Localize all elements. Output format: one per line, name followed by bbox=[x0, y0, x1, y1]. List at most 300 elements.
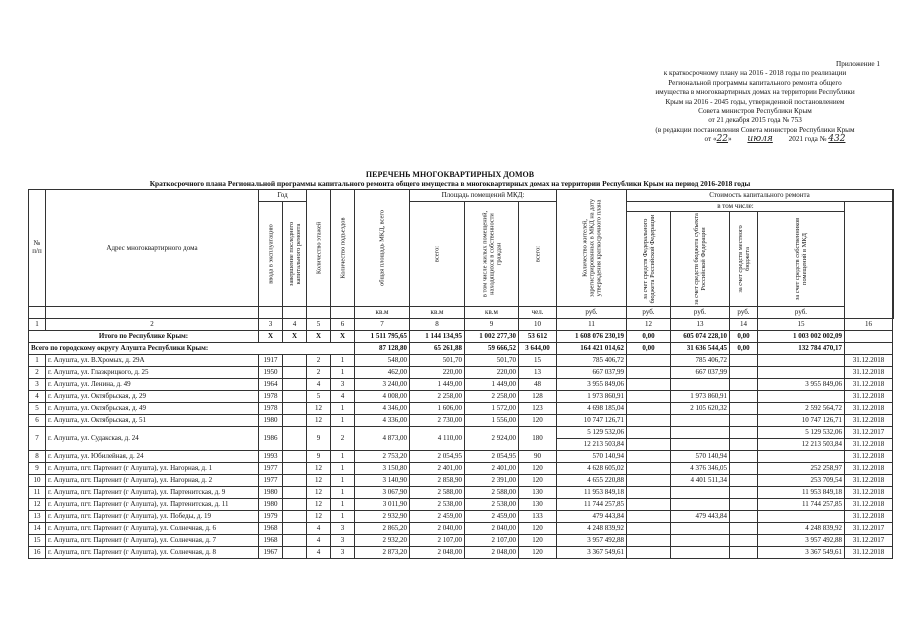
cell-n: 2 bbox=[29, 367, 46, 379]
appendix-note bbox=[620, 60, 890, 145]
cell-y2 bbox=[283, 535, 307, 547]
unit-cell: кв.м bbox=[410, 307, 465, 319]
cell-n: 10 bbox=[29, 475, 46, 487]
cell-prem: 1 606,00 bbox=[410, 403, 465, 415]
cell-fed bbox=[627, 487, 671, 499]
cell-prem: 501,70 bbox=[410, 355, 465, 367]
cell-total: 3 067,90 bbox=[355, 487, 410, 499]
cell-reg: 1 973 860,91 bbox=[671, 391, 730, 403]
cell-total: 2 932,20 bbox=[355, 535, 410, 547]
cell-n: 8 bbox=[29, 451, 46, 463]
cell-own: 4 248 839,92 bbox=[758, 523, 845, 535]
cell-prem: 2 858,90 bbox=[410, 475, 465, 487]
cell-date: 31.12.2018 bbox=[845, 463, 893, 475]
cell-n: 14 bbox=[29, 523, 46, 535]
cell-fed bbox=[627, 547, 671, 559]
cell-loc bbox=[730, 547, 758, 559]
cell-loc bbox=[730, 451, 758, 463]
cell-n: 12 bbox=[29, 499, 46, 511]
cell-date: 31.12.2018 bbox=[845, 391, 893, 403]
cell-own: 11 953 849,18 bbox=[758, 487, 845, 499]
appendix-line: имущества в многоквартирных домах на территории Республики bbox=[655, 88, 855, 97]
document-title: ПЕРЕЧЕНЬ МНОГОКВАРТИРНЫХ ДОМОВ bbox=[365, 170, 535, 179]
table-row bbox=[29, 415, 894, 427]
table-row bbox=[29, 403, 894, 415]
cell-loc bbox=[730, 391, 758, 403]
cell-loc bbox=[730, 487, 758, 499]
cell-people: 120 bbox=[519, 475, 557, 487]
cell-ent: 1 bbox=[331, 511, 355, 523]
cell-ent: 1 bbox=[331, 463, 355, 475]
cell-cost: 3 955 849,06 bbox=[557, 379, 627, 391]
cell-fed bbox=[627, 415, 671, 427]
cell-fed bbox=[627, 523, 671, 535]
houses-table bbox=[28, 189, 894, 559]
table-row bbox=[29, 451, 894, 463]
cell-floors: 4 bbox=[307, 547, 331, 559]
address-cell: г. Алушта, ул. Юбилейная, д. 24 bbox=[46, 451, 259, 463]
cell-people: 120 bbox=[519, 547, 557, 559]
cell-res: 2 391,00 bbox=[465, 475, 519, 487]
cell-own: 10 747 126,71 bbox=[758, 415, 845, 427]
cell-prem: 2 730,00 bbox=[410, 415, 465, 427]
cell-date: 31.12.2018 bbox=[845, 415, 893, 427]
cell-res: 2 401,00 bbox=[465, 463, 519, 475]
header-year-commission: ввода в эксплуатацию bbox=[259, 202, 283, 307]
table-row bbox=[29, 475, 894, 487]
appendix-line: Совета министров Республики Крым bbox=[698, 107, 812, 116]
cell-people: 133 bbox=[519, 511, 557, 523]
cell-fed bbox=[627, 379, 671, 391]
cell-loc bbox=[730, 355, 758, 367]
cell-y2 bbox=[283, 379, 307, 391]
cell-floors: 2 bbox=[307, 367, 331, 379]
cell-floors: 4 bbox=[307, 535, 331, 547]
address-cell: г. Алушта, ул. Октябрьская, д. 49 bbox=[46, 403, 259, 415]
cell-total: 3 240,00 bbox=[355, 379, 410, 391]
cell-prem: 2 258,00 bbox=[410, 391, 465, 403]
cell-ent: 3 bbox=[331, 523, 355, 535]
cell-prem: 2 401,00 bbox=[410, 463, 465, 475]
address-cell: г. Алушта, ул. Октябрьская, д. 29 bbox=[46, 391, 259, 403]
col-number: 1 bbox=[29, 319, 46, 331]
cell-floors: 2 bbox=[307, 355, 331, 367]
cell-own: 2 592 564,72 bbox=[758, 403, 845, 415]
table-row bbox=[29, 355, 894, 367]
cell-floors: 12 bbox=[307, 463, 331, 475]
cell-total: 4 336,00 bbox=[355, 415, 410, 427]
col-number: 9 bbox=[465, 319, 519, 331]
cell-ent: 1 bbox=[331, 355, 355, 367]
cell-y1: 1978 bbox=[259, 391, 283, 403]
cell-res: 2 048,00 bbox=[465, 547, 519, 559]
cell-floors: 12 bbox=[307, 499, 331, 511]
cell-reg bbox=[671, 379, 730, 391]
cell-reg: 570 140,94 bbox=[671, 451, 730, 463]
cell-own: 11 744 257,85 bbox=[758, 499, 845, 511]
unit-cell: кв.м bbox=[355, 307, 410, 319]
col-number: 2 bbox=[46, 319, 259, 331]
header-cost-federal: за счет средств Федерального бюджета Российской Федерации bbox=[627, 212, 671, 307]
header-address: Адрес многоквартирного дома bbox=[46, 190, 259, 307]
cell-res: 2 054,95 bbox=[465, 451, 519, 463]
address-cell: г. Алушта, пгт. Партенит (г Алушта), ул. Партенитская, д. 11 bbox=[46, 499, 259, 511]
cell-reg: 4 401 511,34 bbox=[671, 475, 730, 487]
cell-reg bbox=[671, 523, 730, 535]
cell-n: 3 bbox=[29, 379, 46, 391]
cell-date: 31.12.2018 bbox=[845, 487, 893, 499]
total-republic-row: Итого по Республике Крым: X X X X 1 511 795,65 1 144 134,95 1 002 277,30 53 612 1 608 076 230,19 0,00 605 074 228,10 0,00 1 003 002 002,09 bbox=[29, 331, 894, 343]
header-residents: Количество жителей, зарегистрированных в МКД на дату утверждения краткосрочного плана bbox=[557, 190, 627, 307]
header-row-1 bbox=[29, 190, 894, 202]
header-premises-area: Площадь помещений МКД: bbox=[410, 190, 557, 202]
cell-reg: 4 376 346,05 bbox=[671, 463, 730, 475]
cell-reg bbox=[671, 415, 730, 427]
cell-y1: 1980 bbox=[259, 487, 283, 499]
cell-n: 13 bbox=[29, 511, 46, 523]
cell-y1: 1980 bbox=[259, 415, 283, 427]
cell-res: 220,00 bbox=[465, 367, 519, 379]
cell-ent: 1 bbox=[331, 487, 355, 499]
cell-y2 bbox=[283, 403, 307, 415]
table-row bbox=[29, 523, 894, 535]
appendix-line: от 21 декабря 2015 года № 753 bbox=[708, 116, 802, 125]
cell-date: 31.12.2018 bbox=[845, 547, 893, 559]
cell-people: 90 bbox=[519, 451, 557, 463]
header-year-last-repair: завершение последнего капитального ремонта bbox=[283, 202, 307, 307]
address-cell: г. Алушта, ул. Ленина, д. 49 bbox=[46, 379, 259, 391]
table-row bbox=[29, 535, 894, 547]
cell-people: 120 bbox=[519, 535, 557, 547]
cell-own: 3 367 549,61 bbox=[758, 547, 845, 559]
cell-ent: 3 bbox=[331, 535, 355, 547]
cell-n: 15 bbox=[29, 535, 46, 547]
cell-cost: 11 744 257,85 bbox=[557, 499, 627, 511]
cell-res: 2 258,00 bbox=[465, 391, 519, 403]
unit-cell: руб. bbox=[730, 307, 758, 319]
cell-floors: 4 bbox=[307, 379, 331, 391]
cell-y2 bbox=[283, 475, 307, 487]
cell-people: 120 bbox=[519, 415, 557, 427]
cell-total: 2 753,20 bbox=[355, 451, 410, 463]
cell-y2 bbox=[283, 415, 307, 427]
cell-ent: 1 bbox=[331, 499, 355, 511]
unit-cell: руб. bbox=[557, 307, 627, 319]
cell-floors: 12 bbox=[307, 403, 331, 415]
total-alushta-label: Всего по городскому округу Алушта Республики Крым: bbox=[29, 343, 355, 355]
cell-ent: 3 bbox=[331, 547, 355, 559]
cell-y2 bbox=[283, 451, 307, 463]
cell-n: 5 bbox=[29, 403, 46, 415]
cell-total: 2 865,20 bbox=[355, 523, 410, 535]
cell-cost: 4 698 185,04 bbox=[557, 403, 627, 415]
cell-y2 bbox=[283, 391, 307, 403]
col-number: 13 bbox=[671, 319, 730, 331]
cell-cost: 11 953 849,18 bbox=[557, 487, 627, 499]
cell-date: 31.12.2018 bbox=[845, 475, 893, 487]
cell-loc bbox=[730, 475, 758, 487]
cell-people: 13 bbox=[519, 367, 557, 379]
cell-total: 2 932,90 bbox=[355, 511, 410, 523]
col-number: 3 bbox=[259, 319, 283, 331]
col-number: 16 bbox=[845, 319, 893, 331]
table-row: 7 г. Алушта, ул. Судакская, д. 24 1986 9 2 4 873,00 4 110,00 2 924,00 180 5 129 532,06 5 129 532,06 31.12.2017 bbox=[29, 427, 894, 439]
cell-res: 2 459,00 bbox=[465, 511, 519, 523]
cell-cost: 4 628 605,02 bbox=[557, 463, 627, 475]
cell-prem: 220,00 bbox=[410, 367, 465, 379]
cell-reg bbox=[671, 547, 730, 559]
cell-loc bbox=[730, 523, 758, 535]
cell-y2 bbox=[283, 523, 307, 535]
cell-res: 2 040,00 bbox=[465, 523, 519, 535]
address-cell: г. Алушта, пгт. Партенит (г Алушта), ул. Солнечная, д. 8 bbox=[46, 547, 259, 559]
table-row bbox=[29, 511, 894, 523]
cell-res: 1 449,00 bbox=[465, 379, 519, 391]
cell-prem: 2 107,00 bbox=[410, 535, 465, 547]
col-number: 5 bbox=[307, 319, 331, 331]
cell-y1: 1967 bbox=[259, 547, 283, 559]
cell-res: 2 588,00 bbox=[465, 487, 519, 499]
col-number: 7 bbox=[355, 319, 410, 331]
cell-floors: 12 bbox=[307, 475, 331, 487]
address-cell: г. Алушта, пгт. Партенит (г Алушта), ул. Нагорная, д. 2 bbox=[46, 475, 259, 487]
header-cost-total: всего: bbox=[519, 202, 557, 307]
unit-cell: руб. bbox=[671, 307, 730, 319]
cell-cost: 10 747 126,71 bbox=[557, 415, 627, 427]
cell-res: 2 107,00 bbox=[465, 535, 519, 547]
table-row-sub: 12 213 503,84 12 213 503,84 31.12.2018 bbox=[29, 439, 894, 451]
handwritten-number: 432 bbox=[828, 134, 846, 145]
cell-people: 120 bbox=[519, 463, 557, 475]
cell-y1: 1993 bbox=[259, 451, 283, 463]
cell-y1: 1917 bbox=[259, 355, 283, 367]
appendix-line: к краткосрочному плану на 2016 - 2018 годы по реализации bbox=[663, 69, 847, 78]
cell-y1: 1980 bbox=[259, 499, 283, 511]
cell-y1: 1979 bbox=[259, 511, 283, 523]
cell-own: 253 709,54 bbox=[758, 475, 845, 487]
cell-y2 bbox=[283, 511, 307, 523]
cell-date: 31.12.2017 bbox=[845, 535, 893, 547]
cell-own bbox=[758, 451, 845, 463]
header-cost-owners: за счет средств собственников помещений в МКД bbox=[758, 212, 845, 307]
header-num: № п/п bbox=[29, 190, 46, 307]
cell-res: 2 538,00 bbox=[465, 499, 519, 511]
cell-y2 bbox=[283, 367, 307, 379]
header-premises-residential: в том числе жилых помещений, находящихся в собственности граждан bbox=[465, 202, 519, 307]
table-row bbox=[29, 487, 894, 499]
cell-y2 bbox=[283, 487, 307, 499]
cell-y2 bbox=[283, 463, 307, 475]
column-numbers-row bbox=[29, 319, 894, 331]
cell-ent: 1 bbox=[331, 415, 355, 427]
cell-res: 1 572,00 bbox=[465, 403, 519, 415]
col-number: 12 bbox=[627, 319, 671, 331]
appendix-line: Региональной программы капитального ремонта общего bbox=[668, 78, 842, 87]
col-number: 8 bbox=[410, 319, 465, 331]
units-row bbox=[29, 307, 894, 319]
cell-loc bbox=[730, 379, 758, 391]
address-cell: г. Алушта, ул. В.Хромых, д. 29А bbox=[46, 355, 259, 367]
cell-res: 501,70 bbox=[465, 355, 519, 367]
cell-total: 3 140,90 bbox=[355, 475, 410, 487]
cell-floors: 4 bbox=[307, 523, 331, 535]
cell-n: 11 bbox=[29, 487, 46, 499]
cell-ent: 4 bbox=[331, 391, 355, 403]
appendix-date: от «22» июля 2021 года № 432 bbox=[704, 134, 846, 145]
handwritten-day: 22 bbox=[716, 134, 729, 145]
cell-people: 15 bbox=[519, 355, 557, 367]
cell-n: 1 bbox=[29, 355, 46, 367]
cell-cost: 3 957 492,88 bbox=[557, 535, 627, 547]
cell-prem: 2 588,00 bbox=[410, 487, 465, 499]
cell-fed bbox=[627, 391, 671, 403]
cell-loc bbox=[730, 367, 758, 379]
cell-prem: 2 040,00 bbox=[410, 523, 465, 535]
cell-loc bbox=[730, 403, 758, 415]
cell-date: 31.12.2018 bbox=[845, 379, 893, 391]
cell-fed bbox=[627, 403, 671, 415]
cell-fed bbox=[627, 475, 671, 487]
cell-date: 31.12.2018 bbox=[845, 355, 893, 367]
cell-y2 bbox=[283, 499, 307, 511]
address-cell: г. Алушта, пгт. Партенит (г Алушта), ул. Солнечная, д. 7 bbox=[46, 535, 259, 547]
cell-reg bbox=[671, 487, 730, 499]
cell-fed bbox=[627, 511, 671, 523]
cell-reg: 2 105 620,32 bbox=[671, 403, 730, 415]
cell-reg: 667 037,99 bbox=[671, 367, 730, 379]
cell-fed bbox=[627, 463, 671, 475]
cell-cost: 785 406,72 bbox=[557, 355, 627, 367]
col-number: 11 bbox=[557, 319, 627, 331]
cell-fed bbox=[627, 355, 671, 367]
cell-y2 bbox=[283, 355, 307, 367]
cell-n: 9 bbox=[29, 463, 46, 475]
cell-y1: 1977 bbox=[259, 463, 283, 475]
total-alushta-row: Всего по городскому округу Алушта Республики Крым: 87 128,80 65 261,88 59 666,52 3 644,00 164 421 014,62 0,00 31 636 544,45 0,00 132 784 470,17 bbox=[29, 343, 894, 355]
table-row bbox=[29, 379, 894, 391]
cell-cost: 3 367 549,61 bbox=[557, 547, 627, 559]
cell-cost: 570 140,94 bbox=[557, 451, 627, 463]
cell-date: 31.12.2018 bbox=[845, 511, 893, 523]
cell-total: 3 150,80 bbox=[355, 463, 410, 475]
table-row bbox=[29, 367, 894, 379]
cell-total: 2 873,20 bbox=[355, 547, 410, 559]
cell-loc bbox=[730, 415, 758, 427]
header-cost-including: в том числе: bbox=[627, 202, 845, 212]
cell-reg: 785 406,72 bbox=[671, 355, 730, 367]
header-floors: Количество этажей bbox=[307, 190, 331, 307]
cell-prem: 1 449,00 bbox=[410, 379, 465, 391]
cell-ent: 1 bbox=[331, 475, 355, 487]
cell-people: 128 bbox=[519, 391, 557, 403]
header-deadline bbox=[893, 190, 894, 319]
cell-date: 31.12.2018 bbox=[845, 367, 893, 379]
table-row bbox=[29, 547, 894, 559]
cell-prem: 2 459,00 bbox=[410, 511, 465, 523]
cell-ent: 3 bbox=[331, 379, 355, 391]
cell-y1: 1950 bbox=[259, 367, 283, 379]
document-subtitle: Краткосрочного плана Региональной программы капитального ремонта общего имущества в многоквартирных домах на территории Республики Крым на период 2016-2018 годы bbox=[149, 179, 751, 188]
cell-own: 3 957 492,88 bbox=[758, 535, 845, 547]
header-premises-total: всего: bbox=[410, 202, 465, 307]
cell-prem: 2 054,95 bbox=[410, 451, 465, 463]
cell-n: 4 bbox=[29, 391, 46, 403]
unit-cell: руб. bbox=[758, 307, 845, 319]
cell-own: 252 258,97 bbox=[758, 463, 845, 475]
col-number: 14 bbox=[730, 319, 758, 331]
cell-fed bbox=[627, 535, 671, 547]
cell-people: 48 bbox=[519, 379, 557, 391]
cell-floors: 12 bbox=[307, 487, 331, 499]
header-cost-regional: за счет средств бюджета субъекта Российской Федерации bbox=[671, 212, 730, 307]
cell-date: 31.12.2017 bbox=[845, 523, 893, 535]
cell-date: 31.12.2018 bbox=[845, 403, 893, 415]
address-cell: г. Алушта, ул. Глазкрицкого, д. 25 bbox=[46, 367, 259, 379]
cell-reg: 479 443,84 bbox=[671, 511, 730, 523]
cell-cost: 667 037,99 bbox=[557, 367, 627, 379]
appendix-line: Крым на 2016 - 2045 годы, утвержденной постановлением bbox=[665, 97, 845, 106]
cell-loc bbox=[730, 511, 758, 523]
address-cell: г. Алушта, пгт. Партенит (г Алушта), ул. Победы, д. 19 bbox=[46, 511, 259, 523]
cell-total: 4 008,00 bbox=[355, 391, 410, 403]
cell-fed bbox=[627, 367, 671, 379]
col-number: 4 bbox=[283, 319, 307, 331]
cell-floors: 12 bbox=[307, 415, 331, 427]
unit-cell: чел. bbox=[519, 307, 557, 319]
cell-y1: 1964 bbox=[259, 379, 283, 391]
cell-ent: 1 bbox=[331, 451, 355, 463]
cell-floors: 12 bbox=[307, 511, 331, 523]
address-cell: г. Алушта, ул. Октябрьская, д. 51 bbox=[46, 415, 259, 427]
cell-cost: 4 248 839,92 bbox=[557, 523, 627, 535]
cell-own bbox=[758, 391, 845, 403]
cell-n: 16 bbox=[29, 547, 46, 559]
header-cost: Стоимость капитального ремонта bbox=[627, 190, 893, 202]
cell-reg bbox=[671, 535, 730, 547]
cell-y1: 1968 bbox=[259, 535, 283, 547]
cell-fed bbox=[627, 499, 671, 511]
table-row bbox=[29, 463, 894, 475]
cell-total: 548,00 bbox=[355, 355, 410, 367]
cell-res: 1 556,00 bbox=[465, 415, 519, 427]
appendix-revision: (в редакции постановления Совета министров Республики Крым bbox=[655, 125, 855, 134]
cell-fed bbox=[627, 451, 671, 463]
address-cell: г. Алушта, ул. Судакская, д. 24 bbox=[46, 427, 259, 451]
handwritten-month: июля bbox=[747, 134, 773, 145]
appendix-line: Приложение 1 bbox=[836, 60, 880, 68]
cell-cost: 479 443,84 bbox=[557, 511, 627, 523]
cell-floors: 5 bbox=[307, 391, 331, 403]
cell-own bbox=[758, 511, 845, 523]
cell-loc bbox=[730, 499, 758, 511]
header-cost-local: за счет средств местного бюджета bbox=[730, 212, 758, 307]
unit-cell: руб. bbox=[627, 307, 671, 319]
cell-floors: 9 bbox=[307, 451, 331, 463]
cell-people: 130 bbox=[519, 499, 557, 511]
col-number: 6 bbox=[331, 319, 355, 331]
col-number: 10 bbox=[519, 319, 557, 331]
cell-y1: 1978 bbox=[259, 403, 283, 415]
cell-total: 4 346,00 bbox=[355, 403, 410, 415]
cell-total: 3 011,90 bbox=[355, 499, 410, 511]
cell-people: 120 bbox=[519, 523, 557, 535]
cell-own bbox=[758, 367, 845, 379]
cell-ent: 1 bbox=[331, 367, 355, 379]
cell-people: 130 bbox=[519, 487, 557, 499]
cell-cost: 4 655 220,88 bbox=[557, 475, 627, 487]
address-cell: г. Алушта, пгт. Партенит (г Алушта), ул. Партенитская, д. 9 bbox=[46, 487, 259, 499]
total-republic-label: Итого по Республике Крым: bbox=[29, 331, 259, 343]
